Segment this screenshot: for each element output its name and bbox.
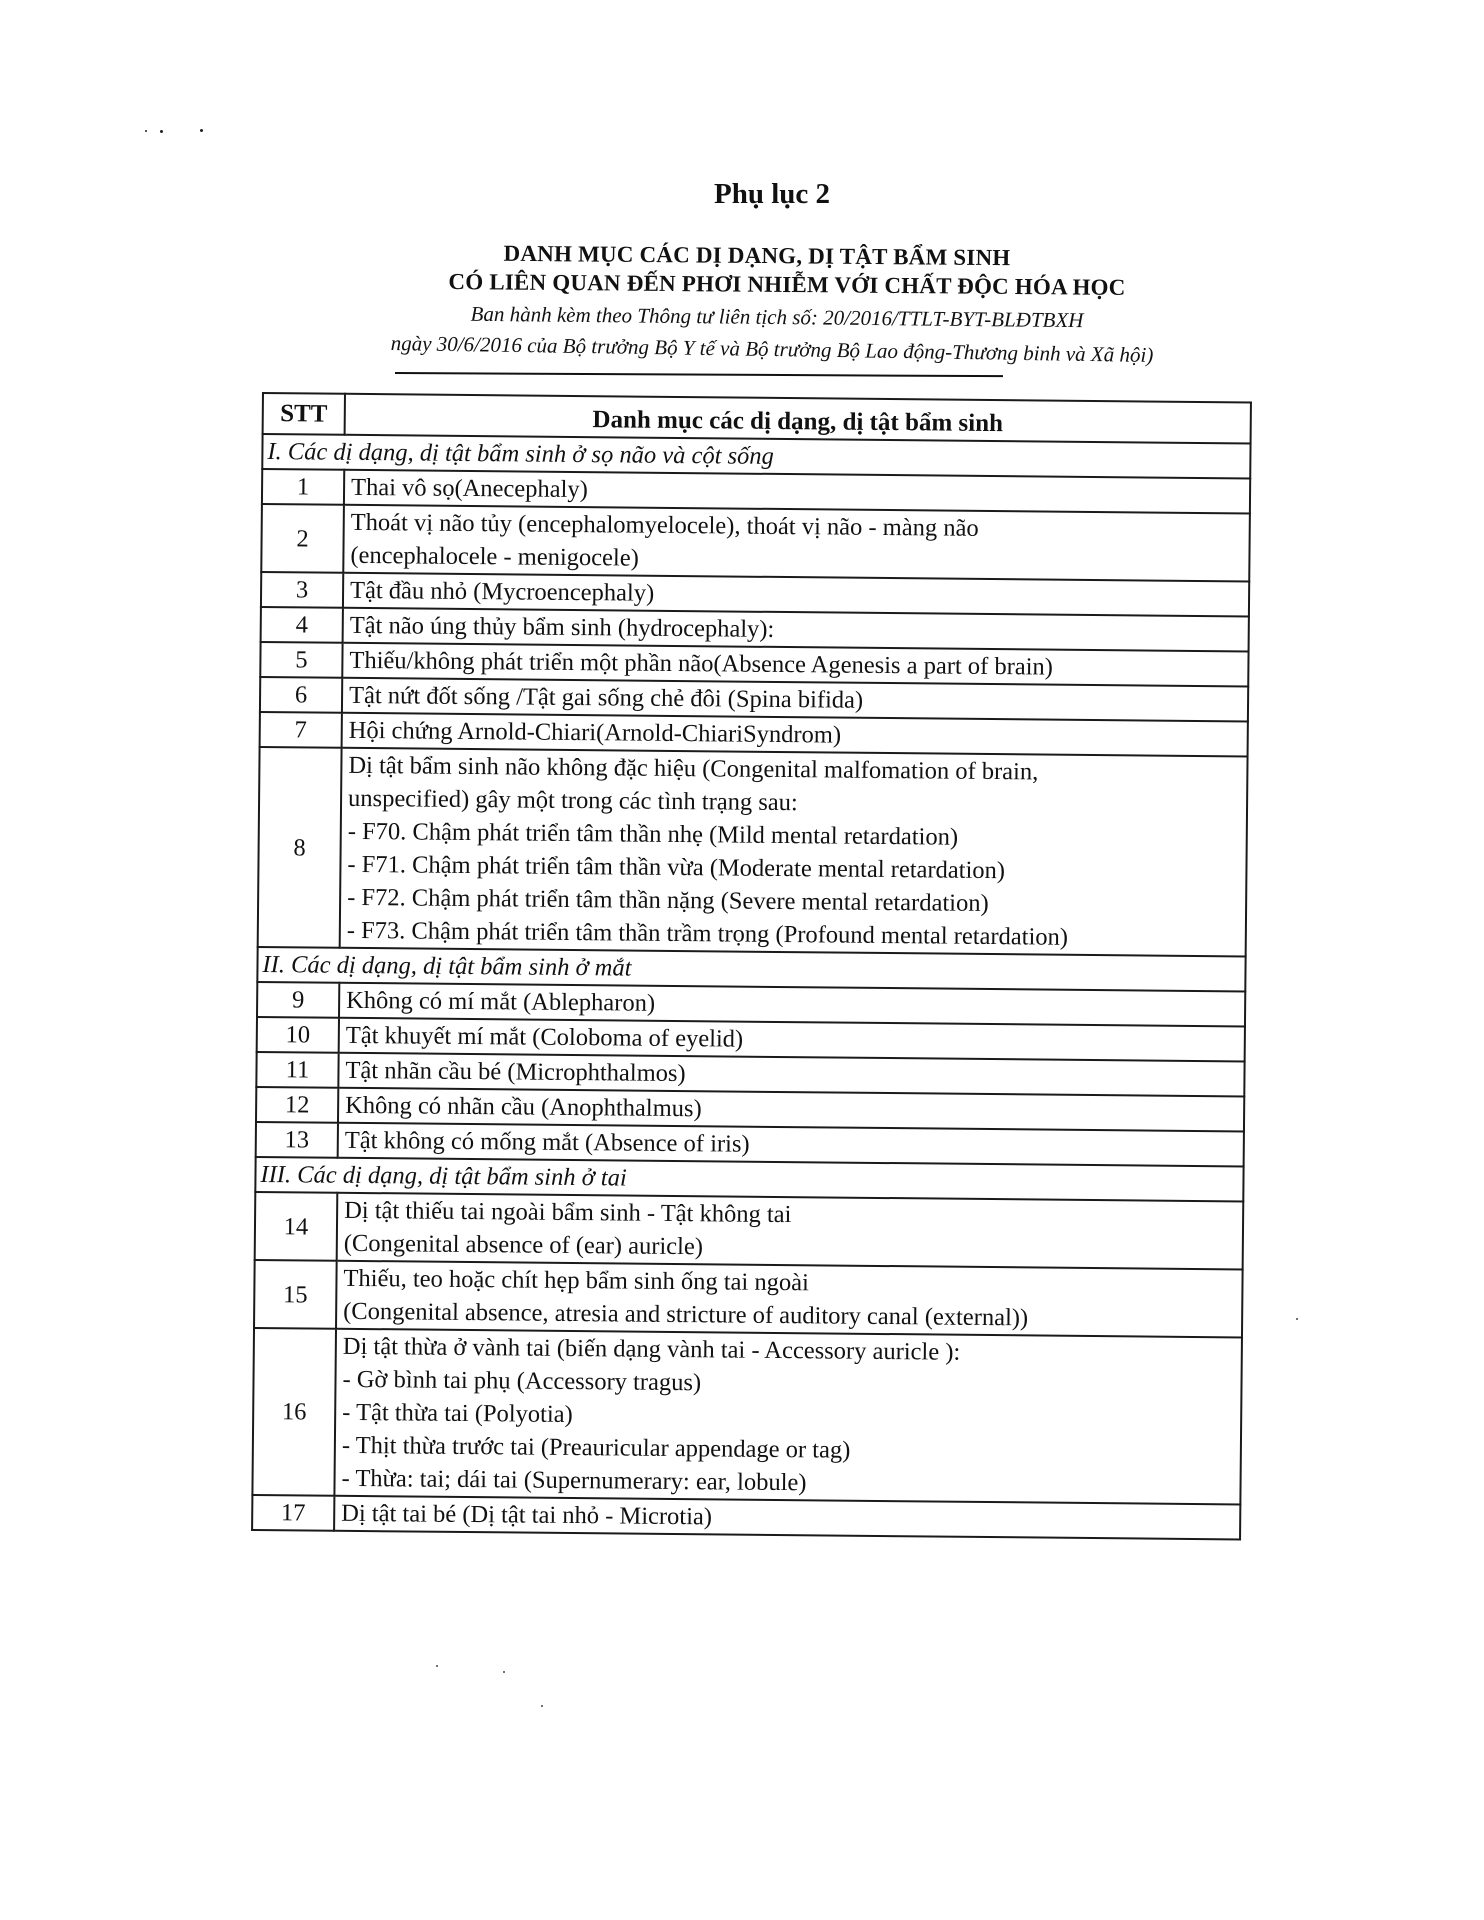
document-title-line-1: DANH MỤC CÁC DỊ DẠNG, DỊ TẬT BẨM SINH <box>503 240 1011 271</box>
table-row <box>252 1328 1242 1504</box>
table-body <box>252 434 1250 1539</box>
row-number: 3 <box>261 572 343 608</box>
appendix-title: Phụ lục 2 <box>713 178 831 210</box>
row-description <box>343 505 1250 582</box>
description-line: - F73. Chậm phát triển tâm thần trầm trọng (Profound mental retardation) <box>346 916 1069 951</box>
description-line: - Gờ bình tai phụ (Accessory tragus) <box>342 1365 702 1397</box>
description-line: (Congenital absence of (ear) auricle) <box>343 1229 704 1261</box>
row-number: 5 <box>260 642 342 678</box>
row-description <box>336 1261 1243 1338</box>
section-title: III. Các dị dạng, dị tật bẩm sinh ở tai <box>255 1157 1243 1201</box>
header-malformation-list: Danh mục các dị dạng, dị tật bẩm sinh <box>345 394 1251 444</box>
description-line: - F71. Chậm phát triển tâm thần vừa (Moderate mental retardation) <box>347 850 1006 885</box>
description-line: Dị tật tai bé (Dị tật tai nhỏ - Microtia) <box>341 1499 713 1531</box>
row-number: 17 <box>252 1495 334 1531</box>
description-line: Tật não úng thủy bẩm sinh (hydrocephaly): <box>349 611 775 643</box>
scan-dot <box>145 130 147 132</box>
row-number: 7 <box>260 712 342 748</box>
table-row <box>254 1260 1243 1337</box>
header-stt: STT <box>263 393 345 435</box>
row-number: 13 <box>256 1122 338 1158</box>
row-number: 16 <box>252 1328 336 1496</box>
scan-dot <box>436 1665 438 1667</box>
row-number: 12 <box>256 1087 338 1123</box>
description-line: - F70. Chậm phát triển tâm thần nhẹ (Mild mental retardation) <box>347 817 959 851</box>
description-line: Hội chứng Arnold-Chiari(Arnold-ChiariSyndrom) <box>348 716 842 749</box>
description-line: (Congenital absence, atresia and stricture of auditory canal (external)) <box>343 1297 1029 1332</box>
row-description <box>337 1193 1244 1270</box>
description-line: (encephalocele - menigocele) <box>350 541 639 572</box>
section-title: II. Các dị dạng, dị tật bẩm sinh ở mắt <box>257 947 1245 991</box>
description-line: Dị tật thiếu tai ngoài bẩm sinh - Tật không tai <box>344 1196 792 1229</box>
row-number: 4 <box>261 607 343 643</box>
row-number: 8 <box>258 747 342 948</box>
row-number: 2 <box>261 504 344 573</box>
document-title-line-2: CÓ LIÊN QUAN ĐẾN PHƠI NHIỄM VỚI CHẤT ĐỘC HÓA HỌC <box>448 269 1126 300</box>
row-number: 15 <box>254 1260 337 1329</box>
description-line: Tật khuyết mí mắt (Coloboma of eyelid) <box>345 1021 744 1053</box>
description-line: - F72. Chậm phát triển tâm thần nặng (Severe mental retardation) <box>347 883 989 917</box>
description-line: Thoát vị não tủy (encephalomyelocele), thoát vị não - màng não <box>350 508 979 542</box>
row-number: 10 <box>257 1017 339 1053</box>
description-line: Tật nhãn cầu bé (Microphthalmos) <box>345 1056 686 1088</box>
description-line: - Tật thừa tai (Polyotia) <box>342 1398 573 1429</box>
description-line: Tật đầu nhỏ (Mycroencephaly) <box>349 576 655 607</box>
row-description <box>334 1329 1242 1505</box>
table-row <box>261 504 1250 581</box>
scan-dot <box>541 1705 543 1707</box>
description-line: Tật không có mống mắt (Absence of iris) <box>344 1126 750 1158</box>
description-line: Tật nứt đốt sống /Tật gai sống chẻ đôi (Spina bifida) <box>348 681 864 714</box>
row-number: 11 <box>256 1052 338 1088</box>
scan-dot <box>503 1671 505 1673</box>
scan-dot <box>160 130 163 133</box>
description-line: Dị tật thừa ở vành tai (biến dạng vành tai - Accessory auricle ): <box>342 1332 961 1366</box>
row-number: 1 <box>262 469 344 505</box>
row-number: 14 <box>255 1192 338 1261</box>
description-line: Không có mí mắt (Ablepharon) <box>346 986 656 1017</box>
section-title: I. Các dị dạng, dị tật bẩm sinh ở sọ não và cột sống <box>262 434 1250 478</box>
scan-dot <box>200 129 203 132</box>
title-underline <box>395 372 1003 377</box>
table-row <box>258 747 1248 956</box>
issuance-note-line-1: Ban hành kèm theo Thông tư liên tịch số: 20/2016/TTLT-BYT-BLĐTBXH <box>470 301 1084 333</box>
row-description <box>340 748 1248 957</box>
row-description <box>334 1496 1240 1540</box>
description-line: Thai vô sọ(Anecephaly) <box>350 473 588 504</box>
description-line: Thiếu, teo hoặc chít hẹp bẩm sinh ống tai ngoài <box>343 1264 809 1297</box>
description-line: - Thừa: tai; dái tai (Supernumerary: ear, lobule) <box>341 1464 807 1497</box>
scan-dot <box>1296 1318 1298 1320</box>
row-number: 6 <box>260 677 342 713</box>
issuance-note-line-2: ngày 30/6/2016 của Bộ trưởng Bộ Y tế và Bộ trưởng Bộ Lao động-Thương binh và Xã hội) <box>390 331 1154 367</box>
row-number: 9 <box>257 982 339 1018</box>
description-line: unspecified) gây một trong các tình trạng sau: <box>347 784 798 817</box>
description-line: Thiếu/không phát triển một phần não(Absence Agenesis a part of brain) <box>349 646 1054 681</box>
description-line: - Thịt thừa trước tai (Preauricular appendage or tag) <box>341 1431 851 1464</box>
malformation-table <box>251 392 1252 1540</box>
table-row <box>255 1192 1244 1269</box>
description-line: Không có nhãn cầu (Anophthalmus) <box>345 1091 702 1123</box>
description-line: Dị tật bẩm sinh não không đặc hiệu (Congenital malfomation of brain, <box>348 751 1039 786</box>
